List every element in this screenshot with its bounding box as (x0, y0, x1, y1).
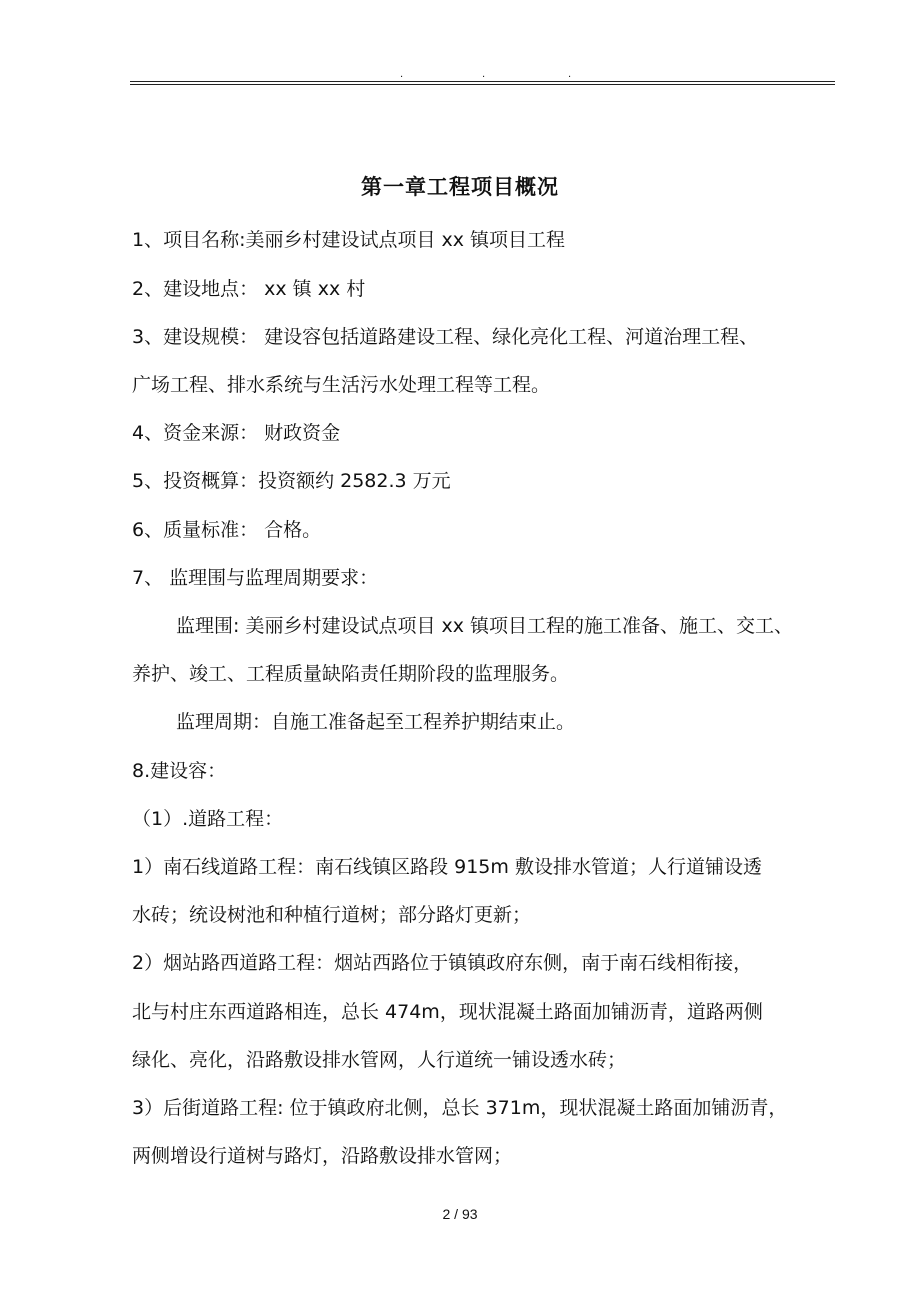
header-dot: . (568, 69, 572, 80)
road-item-1: 1）南石线道路工程：南石线镇区路段 915m 敷设排水管道；人行道铺设透 (132, 856, 762, 878)
road-item-2: 2）烟站路西道路工程：烟站西路位于镇镇政府东侧，南于南石线相衔接， (132, 952, 753, 974)
supervision-scope: 监理围: 美丽乡村建设试点项目 xx 镇项目工程的施工准备、施工、交工、 (176, 615, 794, 637)
page-number: 2 / 93 (442, 1206, 478, 1222)
header-dot: . (482, 69, 486, 80)
header-rule-thick (130, 84, 835, 85)
road-item-3: 3）后街道路工程: 位于镇政府北侧，总长 371m，现状混凝土路面加铺沥青， (132, 1097, 788, 1119)
item-scale: 3、建设规模： 建设容包括道路建设工程、绿化亮化工程、河道治理工程、 (132, 326, 759, 348)
supervision-scope-cont: 养护、竣工、工程质量缺陷责任期阶段的监理服务。 (132, 663, 570, 685)
road-item-2-cont: 绿化、亮化，沿路敷设排水管网，人行道统一铺设透水砖； (132, 1049, 627, 1071)
item-funding: 4、资金来源： 财政资金 (132, 422, 341, 444)
road-item-3-cont: 两侧增设行道树与路灯，沿路敷设排水管网； (132, 1145, 513, 1167)
supervision-period: 监理周期：自施工准备起至工程养护期结束止。 (176, 711, 576, 733)
item-location: 2、建设地点： xx 镇 xx 村 (132, 278, 366, 300)
chapter-title: 第一章工程项目概况 (361, 175, 559, 199)
item-supervision: 7、 监理围与监理周期要求： (132, 567, 379, 589)
item-project-name: 1、项目名称:美丽乡村建设试点项目 xx 镇项目工程 (132, 229, 566, 251)
item-investment: 5、投资概算：投资额约 2582.3 万元 (132, 470, 451, 492)
section-road: （1）.道路工程： (132, 808, 284, 830)
road-item-1-cont: 水砖；统设树池和种植行道树；部分路灯更新； (132, 904, 532, 926)
header-rule-thin (130, 81, 835, 82)
item-content: 8.建设容： (132, 760, 227, 782)
header-dot: . (400, 69, 404, 80)
road-item-2-cont: 北与村庄东西道路相连，总长 474m，现状混凝土路面加铺沥青，道路两侧 (132, 1001, 763, 1023)
item-scale-cont: 广场工程、排水系统与生活污水处理工程等工程。 (132, 374, 551, 396)
header-dots (0, 70, 920, 80)
item-quality: 6、质量标准： 合格。 (132, 519, 322, 541)
